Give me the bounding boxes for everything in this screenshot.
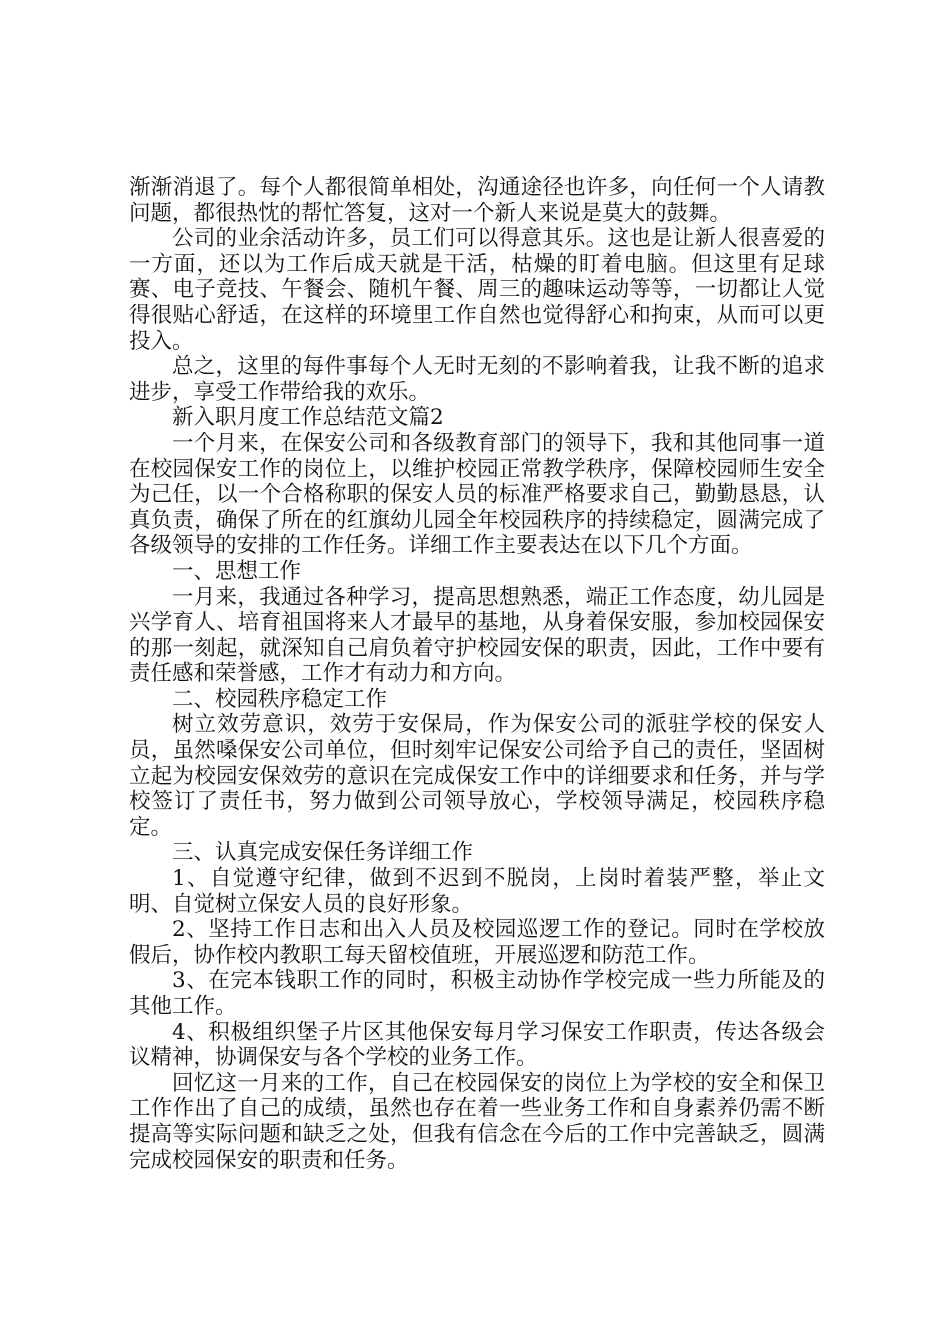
heading-thought-work: 一、思想工作 xyxy=(172,558,302,584)
heading-security-tasks: 三、认真完成安保任务详细工作 xyxy=(172,840,474,866)
heading-campus-order: 二、校园秩序稳定工作 xyxy=(172,686,388,712)
section-title: 新入职月度工作总结范文篇2 xyxy=(172,405,444,431)
document-body xyxy=(129,175,825,1173)
paragraph-activities: 公司的业余活动许多，员工们可以得意其乐。这也是让新人很喜爱的一方面，还以为工作后成天就是干活，枯燥的盯着电脑。但这里有足球赛、电子竞技、午餐会、随机午餐、周三的趣味运动等等，一切都让人觉得很贴心舒适，在这样的环境里工作自然也觉得舒心和拘束，从而可以更投入。 xyxy=(129,226,825,354)
paragraph-continued: 渐渐消退了。每个人都很简单相处，沟通途径也许多，向任何一个人请教问题，都很热忱的帮忙答复，这对一个新人来说是莫大的鼓舞。 xyxy=(129,175,825,226)
paragraph-intro: 一个月来，在保安公司和各级教育部门的领导下，我和其他同事一道在校园保安工作的岗位上，以维护校园正常教学秩序，保障校园师生安全为己任，以一个合格称职的保安人员的标准严格要求自己，勤勤恳恳，认真负责，确保了所在的红旗幼儿园全年校园秩序的持续稳定，圆满完成了各级领导的安排的工作任务。详细工作主要表达在以下几个方面。 xyxy=(129,430,825,559)
list-item-4: 4、积极组织堡子片区其他保安每月学习保安工作职责，传达各级会议精神，协调保安与各个学校的业务工作。 xyxy=(129,1019,825,1071)
list-item-1: 1、自觉遵守纪律，做到不迟到不脱岗，上岗时着装严整，举止文明、自觉树立保安人员的良好形象。 xyxy=(129,866,825,917)
paragraph-thought-work: 一月来，我通过各种学习，提高思想熟悉，端正工作态度，幼儿园是兴学育人、培育祖国将来人才最早的基地，从身着保安服，参加校园保安的那一刻起，就深知自己肩负着守护校园安保的职责，因此，工作中要有责任感和荣誉感，工作才有动力和方向。 xyxy=(129,584,825,687)
paragraph-campus-order: 树立效劳意识，效劳于安保局，作为保安公司的派驻学校的保安人员，虽然嗓保安公司单位，但时刻牢记保安公司给予自己的责任，坚固树立起为校园安保效劳的意识在完成保安工作中的详细要求和任务，并与学校签订了责任书，努力做到公司领导放心，学校领导满足，校园秩序稳定。 xyxy=(129,712,825,840)
paragraph-conclusion: 总之，这里的每件事每个人无时无刻的不影响着我，让我不断的追求进步，享受工作带给我的欢乐。 xyxy=(129,354,825,405)
paragraph-summary: 回忆这一月来的工作，自己在校园保安的岗位上为学校的安全和保卫工作作出了自己的成绩，虽然也存在着一些业务工作和自身素养仍需不断提高等实际问题和缺乏之处，但我有信念在今后的工作中完善缺乏，圆满完成校园保安的职责和任务。 xyxy=(129,1070,825,1173)
list-item-3: 3、在完本钱职工作的同时，积极主动协作学校完成一些力所能及的其他工作。 xyxy=(129,968,825,1019)
list-item-2: 2、坚持工作日志和出入人员及校园巡逻工作的登记。同时在学校放假后，协作校内教职工每天留校值班，开展巡逻和防范工作。 xyxy=(129,917,825,968)
